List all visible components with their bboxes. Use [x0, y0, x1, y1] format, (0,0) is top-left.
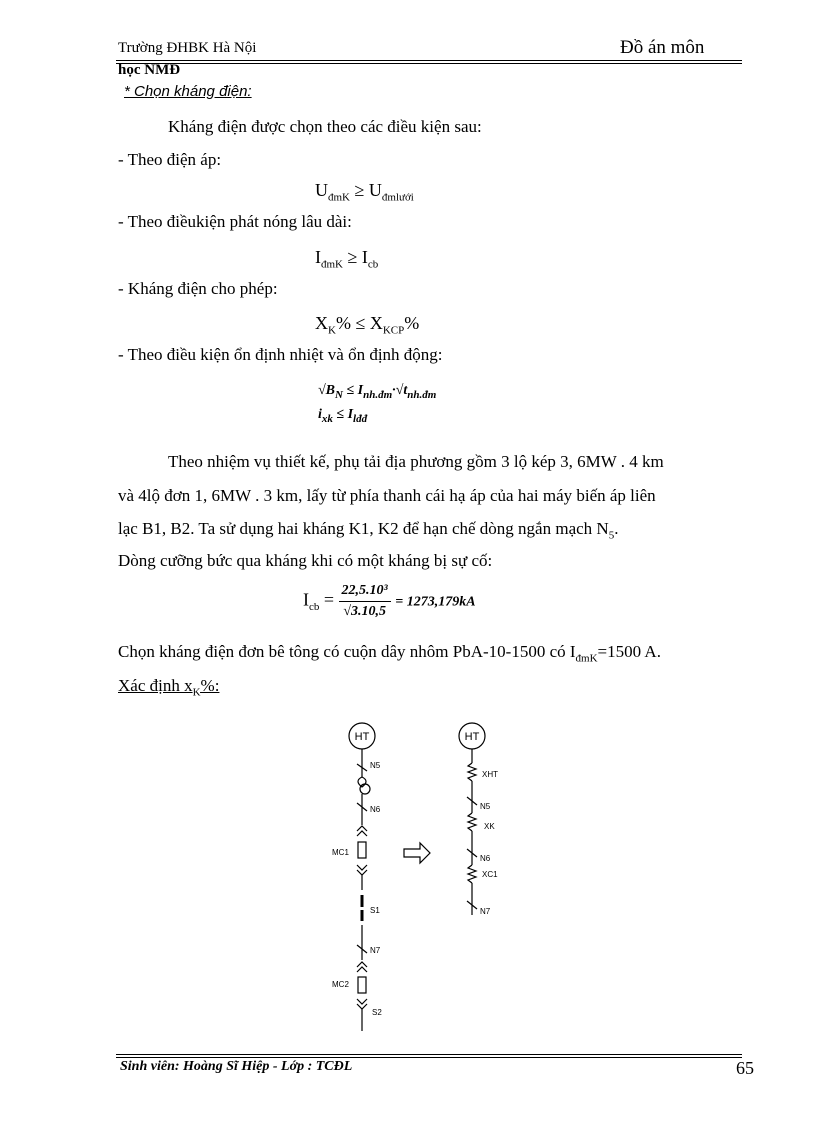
equation-dynamic: [318, 407, 367, 425]
single-line-diagram: [320, 715, 520, 1035]
xk-heading-text: Xác định x: [118, 676, 193, 695]
left-label-s2: S2: [372, 1008, 382, 1017]
right-label-xc1: XC1: [482, 870, 498, 879]
eq2-lhs-sub: đmK: [321, 258, 343, 271]
eq5-lhs-sub: cb: [309, 601, 320, 614]
eq3-lhs-sub: K: [328, 324, 336, 337]
eq4-l2-sub2: lđđ: [353, 412, 368, 425]
eq3-end: %: [404, 313, 420, 333]
left-mc1-breaker: [358, 842, 366, 858]
eq1-lhs-sub: đmK: [328, 191, 350, 204]
eq5-result: = 1273,179kA: [395, 594, 476, 610]
eq2-rhs-sub: cb: [367, 258, 379, 271]
condition-stability: - Theo điều kiện ổn định nhiệt và ổn định động:: [118, 345, 443, 364]
header-rule: [116, 60, 742, 61]
paragraph-line-2: và 4lộ đơn 1, 6MW . 3 km, lấy từ phía thanh cái hạ áp của hai máy biến áp liên: [118, 486, 656, 505]
equation-voltage: [315, 180, 414, 204]
eq4-l2-sub: xk: [321, 412, 333, 425]
eq5-fraction: [339, 583, 391, 620]
left-label-n5: N5: [370, 761, 381, 770]
left-label-s1: S1: [370, 906, 380, 915]
right-label-xk: XK: [484, 822, 495, 831]
right-xc1-reactance: [468, 865, 476, 883]
paragraph-line-1: Theo nhiệm vụ thiết kế, phụ tải địa phương gồm 3 lộ kép 3, 6MW . 4 km: [168, 452, 664, 471]
transform-arrow-icon: [404, 843, 430, 863]
left-label-n6: N6: [370, 805, 381, 814]
right-label-n6: N6: [480, 854, 491, 863]
eq4-l1-mid: ≤ I: [342, 383, 364, 398]
right-label-xht: XHT: [482, 770, 498, 779]
footer-rule: [116, 1054, 742, 1055]
choose-reactor-text: Chọn kháng điện đơn bê tông có cuộn dây nhôm PbA-10-1500 có I: [118, 642, 576, 661]
eq5-denominator: √3.10,5: [343, 604, 386, 619]
eq4-l1-sub2: nh.đm: [363, 388, 393, 401]
paragraph-line-3-end: .: [614, 519, 619, 538]
left-label-mc1: MC1: [332, 848, 349, 857]
choose-reactor-sub: đmK: [575, 652, 598, 665]
eq4-l2: i: [318, 407, 322, 422]
paragraph-line-3-text: lạc B1, B2. Ta sử dụng hai kháng K1, K2 để hạn chế dòng ngắn mạch N: [118, 519, 609, 538]
page-number: 65: [736, 1058, 754, 1078]
equation-reactance: [315, 313, 419, 337]
xk-heading: [118, 676, 219, 698]
eq3-lhs: X: [315, 313, 328, 333]
left-label-mc2: MC2: [332, 980, 349, 989]
condition-voltage: - Theo điện áp:: [118, 150, 222, 169]
eq5-eq: =: [319, 589, 339, 610]
header-course: Đồ án môn: [620, 37, 705, 58]
intro-line: Kháng điện được chọn theo các điều kiện sau:: [168, 117, 482, 136]
paragraph-forced-current: Dòng cưỡng bức qua kháng khi có một kháng bị sự cố:: [118, 551, 493, 570]
eq1-lhs: U: [315, 180, 328, 200]
equation-thermal: [318, 383, 436, 401]
footer-student: Sinh viên: Hoàng Sĩ Hiệp - Lớp : TCĐL: [120, 1059, 353, 1074]
eq3-rhs-sub: KCP: [382, 324, 405, 337]
header-course-continued: học NMĐ: [118, 62, 181, 78]
xk-heading-end: %:: [200, 676, 220, 695]
right-label-n5: N5: [480, 802, 491, 811]
condition-reactance: - Kháng điện cho phép:: [118, 279, 278, 298]
eq4-l1-sub3: nh.đm: [407, 388, 437, 401]
left-mc2-breaker: [358, 977, 366, 993]
header-rule-2: [116, 63, 742, 64]
left-source-label: HT: [354, 731, 370, 743]
eq4-l1: √B: [318, 383, 336, 398]
eq5-numerator: 22,5.10³: [339, 583, 391, 602]
eq4-l1-sub: N: [335, 388, 343, 401]
equation-icb: [303, 583, 476, 620]
eq2-op: ≥ I: [343, 247, 368, 267]
right-xk-reactance: [468, 813, 476, 831]
eq5-lhs: I: [303, 589, 309, 610]
eq2-lhs: I: [315, 247, 321, 267]
right-xht-reactance: [468, 763, 476, 781]
right-source-label: HT: [464, 731, 480, 743]
left-label-n7: N7: [370, 946, 381, 955]
choose-reactor-end: =1500 A.: [597, 642, 661, 661]
eq1-op: ≥ U: [350, 180, 382, 200]
section-title: * Chọn kháng điện:: [124, 83, 252, 100]
choose-reactor: [118, 642, 661, 664]
eq4-l1-end: ·√t: [392, 383, 408, 398]
condition-heating: - Theo điềukiện phát nóng lâu dài:: [118, 212, 352, 231]
header-school: Trường ĐHBK Hà Nội: [118, 40, 257, 56]
eq1-rhs-sub: đmlưới: [381, 191, 414, 204]
eq4-l2-mid: ≤ I: [332, 407, 354, 422]
equation-current: [315, 247, 378, 271]
right-label-n7: N7: [480, 907, 491, 916]
footer-rule-2: [116, 1057, 742, 1058]
paragraph-line-3-sub: 5: [608, 529, 615, 542]
paragraph-line-3: [118, 519, 618, 541]
eq3-mid: % ≤ X: [335, 313, 383, 333]
xk-heading-sub: K: [192, 686, 201, 699]
